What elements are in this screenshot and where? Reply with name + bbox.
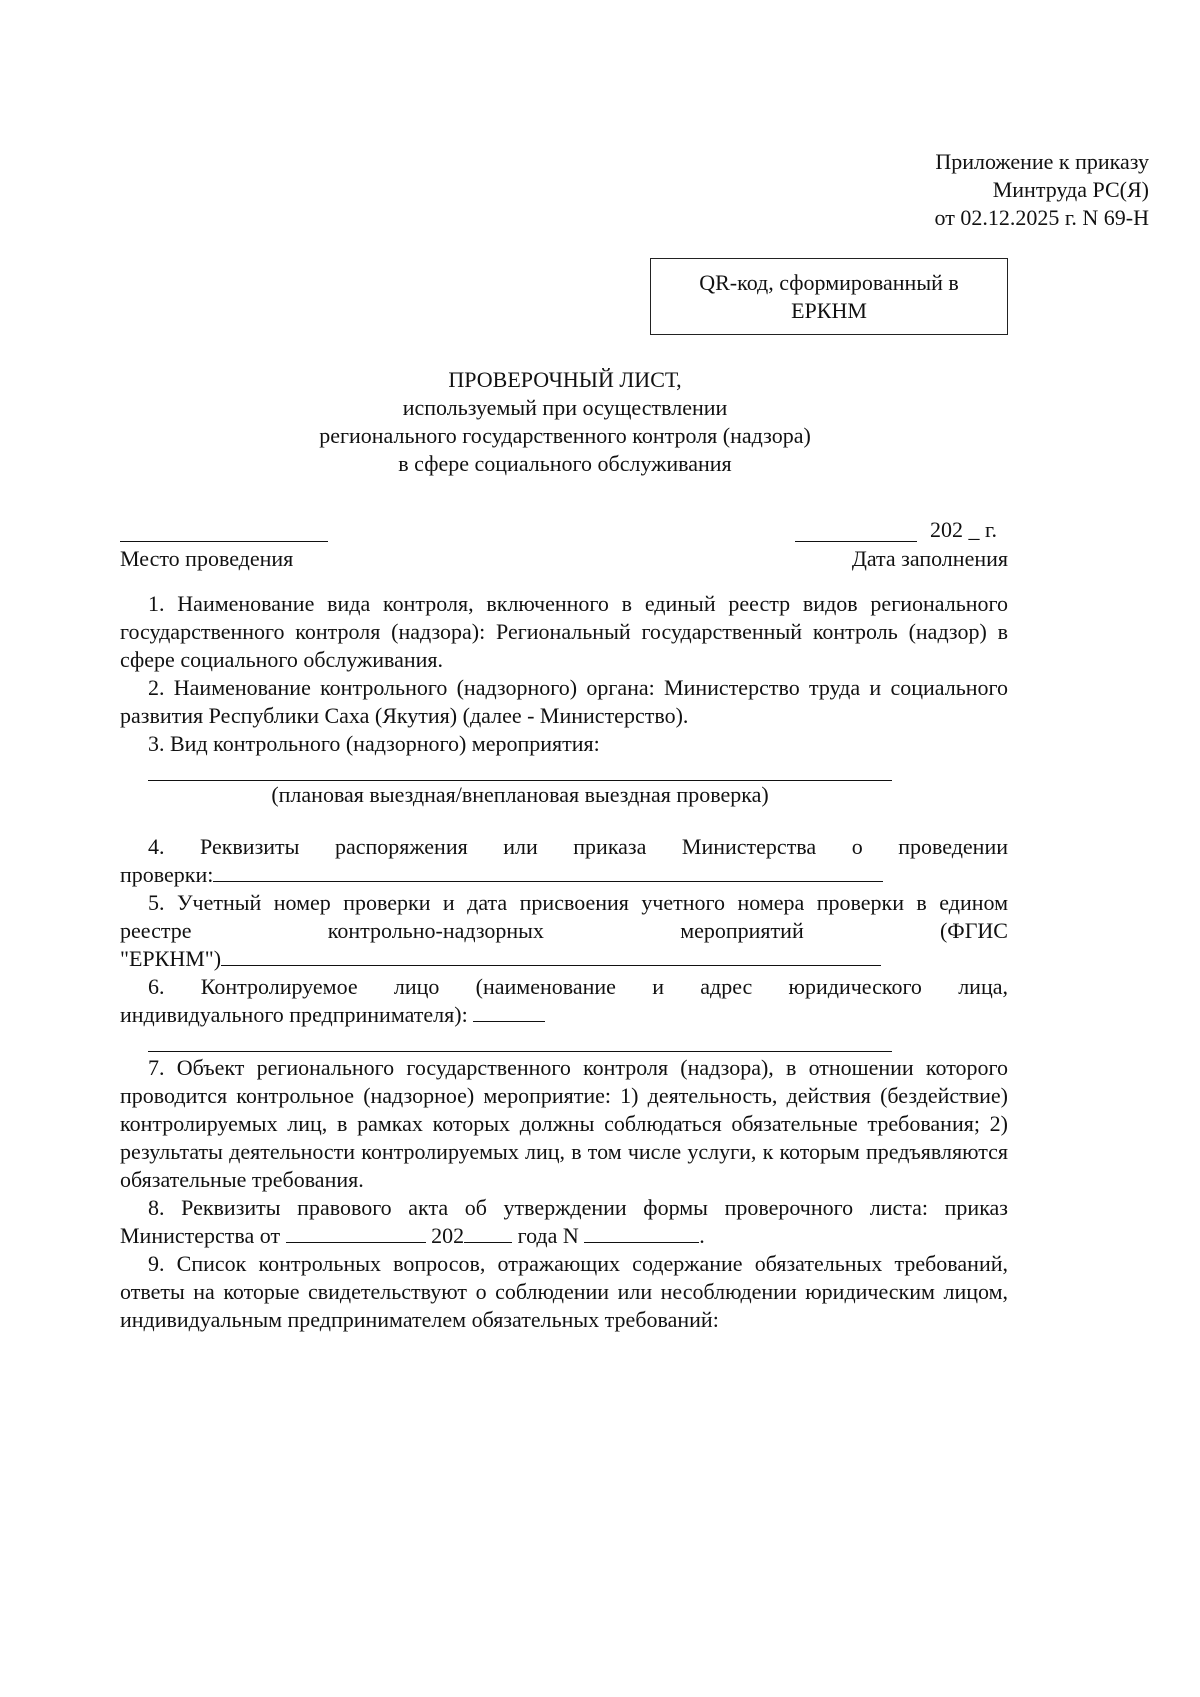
item-4-label: проверки:: [120, 862, 214, 887]
item-8-date-blank: [286, 1222, 426, 1243]
item-1: 1. Наименование вида контроля, включенного в единый реестр видов регионального государственного контроля (надзора): Региональный государственный контроль (надзор) в сфере социального обслуживания.: [120, 591, 1008, 672]
item-5-line-2: [120, 917, 1008, 945]
item-6-blank-line: [148, 1051, 892, 1052]
item-5-word-3: мероприятий: [680, 918, 804, 943]
item-8-line-2: [120, 1222, 1008, 1250]
item-8-part-a: Министерства от: [120, 1223, 281, 1248]
document-body: [120, 590, 1008, 1334]
title-line-4: в сфере социального обслуживания: [398, 451, 732, 476]
spacer: [120, 758, 1008, 780]
title-line-2: используемый при осуществлении: [402, 395, 728, 420]
item-3: 3. Вид контрольного (надзорного) мероприятия:: [148, 731, 600, 756]
title-line-1: ПРОВЕРОЧНЫЙ ЛИСТ,: [448, 367, 682, 392]
item-9: 9. Список контрольных вопросов, отражающих содержание обязательных требований, ответы на которые свидетельствуют о соблюдении или несоблюдении юридическим лицом, индивидуальным предпринимателем обязательных требований:: [120, 1251, 1008, 1332]
spacer: [120, 809, 1008, 833]
item-5-label: "ЕРКНМ"): [120, 946, 222, 971]
item-4-line-1: 4. Реквизиты распоряжения или приказа Министерства о проведении: [148, 834, 1008, 859]
item-6-line-2: [120, 1001, 1008, 1029]
item-8-number-blank: [584, 1222, 699, 1243]
date-label: Дата заполнения: [851, 546, 1008, 571]
item-5-word-2: контрольно-надзорных: [327, 918, 544, 943]
item-5-blank: [221, 945, 881, 966]
place-blank-line: [120, 541, 328, 542]
qr-box-line-1: QR-код, сформированный в: [699, 270, 959, 295]
item-8-part-b: 202: [431, 1223, 465, 1248]
annex-line-3: от 02.12.2025 г. N 69-Н: [934, 205, 1149, 230]
place-label: Место проведения: [120, 546, 294, 571]
item-5-line-3: [120, 945, 1008, 973]
item-8-part-c: года N: [517, 1223, 579, 1248]
date-blank-line: [795, 541, 917, 542]
item-4-line-2: [120, 861, 1008, 889]
qr-box-line-2: ЕРКНМ: [791, 298, 867, 323]
document-title: [120, 366, 1010, 478]
item-5-word-1: реестре: [120, 918, 192, 943]
item-5-line-1: 5. Учетный номер проверки и дата присвоения учетного номера проверки в едином: [148, 890, 1008, 915]
item-8-year-blank: [464, 1222, 512, 1243]
annex-reference: [935, 148, 1149, 232]
item-6-label: индивидуального предпринимателя):: [120, 1002, 468, 1027]
item-6-line-1: 6. Контролируемое лицо (наименование и адрес юридического лица,: [148, 974, 1008, 999]
item-3-caption: (плановая выездная/внеплановая выездная проверка): [271, 782, 769, 807]
item-2: 2. Наименование контрольного (надзорного) органа: Министерство труда и социального развития Республики Саха (Якутия) (далее - Министерство).: [120, 675, 1008, 728]
spacer: [120, 1029, 1008, 1051]
item-7: 7. Объект регионального государственного контроля (надзора), в отношении которого проводится контрольное (надзорное) мероприятие: 1) деятельность, действия (бездействие) контролируемых лиц, в рамках которых должны соблюдаться обязательные требования; 2) результаты деятельности контролируемых лиц, в том числе услуги, к которым предъявляются обязательные требования.: [120, 1055, 1008, 1192]
item-6-blank: [473, 1001, 545, 1022]
title-line-3: регионального государственного контроля (надзора): [319, 423, 811, 448]
annex-line-2: Минтруда РС(Я): [992, 177, 1149, 202]
item-5-word-4: (ФГИС: [939, 918, 1008, 943]
qr-code-box: [650, 258, 1008, 335]
item-8-line-1: 8. Реквизиты правового акта об утверждении формы проверочного листа: приказ: [148, 1195, 1008, 1220]
date-year: 202 _ г.: [930, 517, 998, 542]
item-4-blank: [213, 861, 883, 882]
item-8-part-d: .: [699, 1223, 705, 1248]
annex-line-1: Приложение к приказу: [935, 149, 1149, 174]
